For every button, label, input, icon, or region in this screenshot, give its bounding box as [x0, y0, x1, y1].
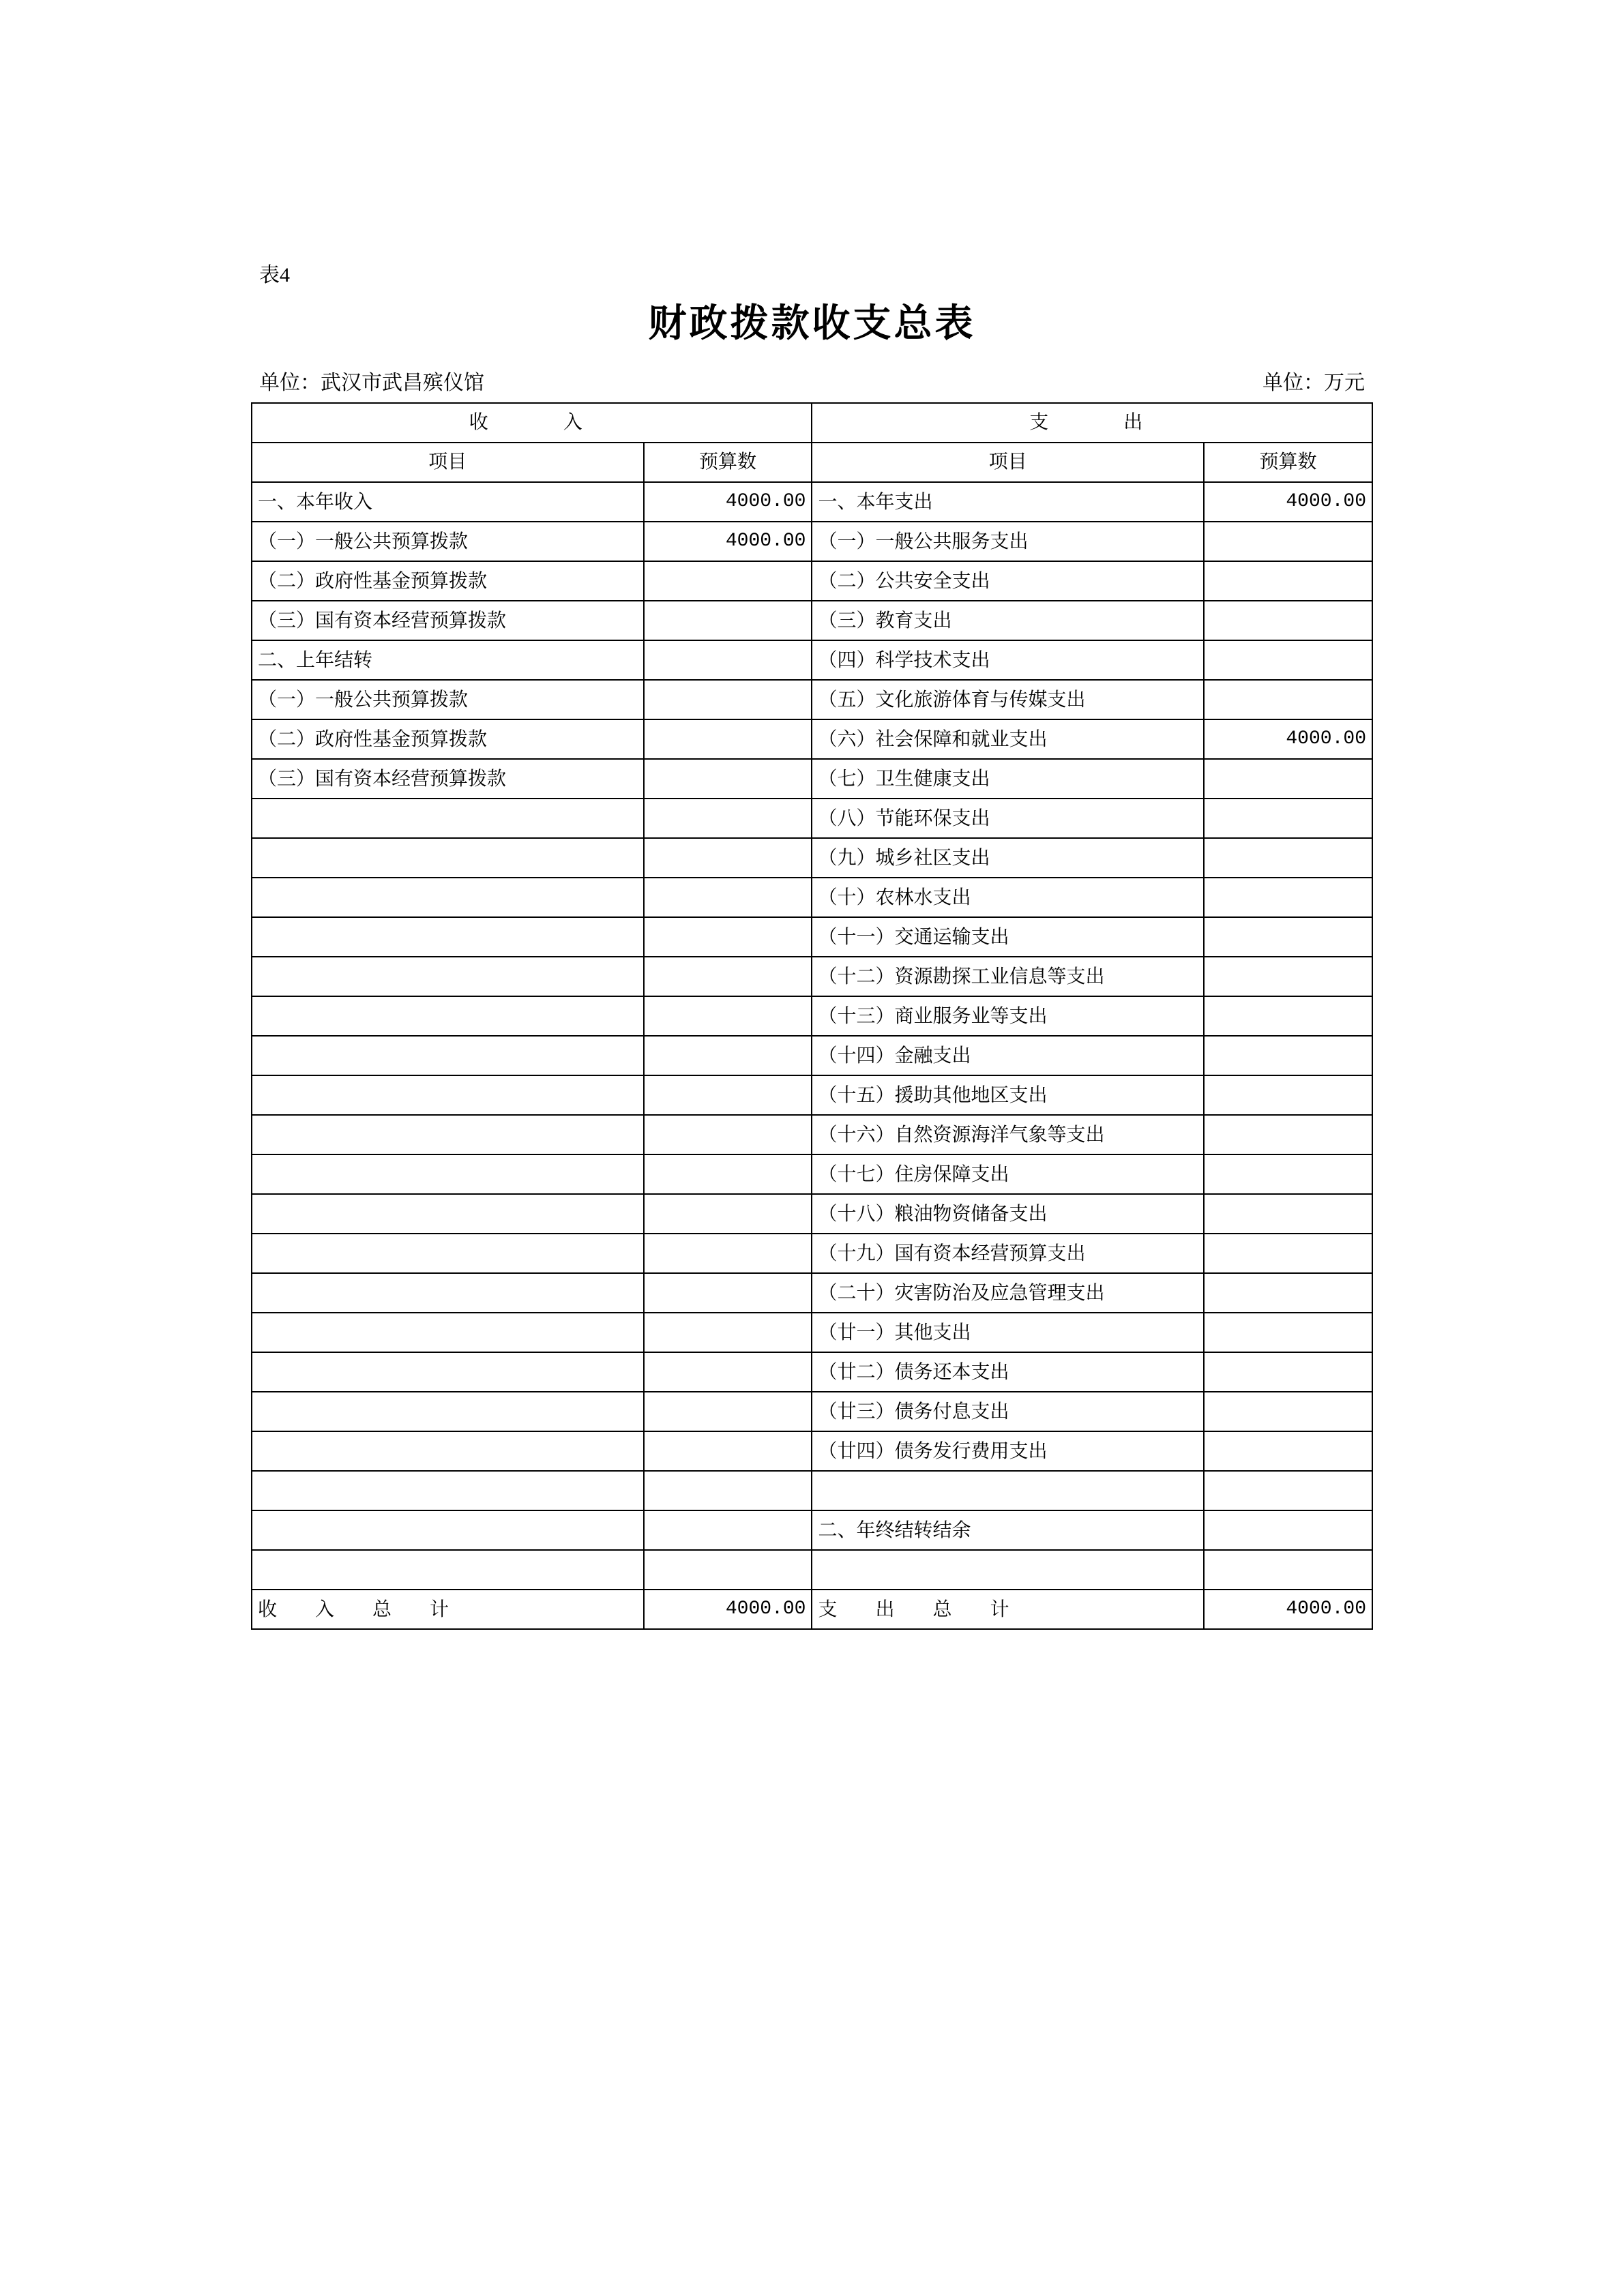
expense-amount-cell: [1204, 1115, 1372, 1154]
income-item-cell: [252, 1075, 644, 1115]
income-item-cell: [252, 1115, 644, 1154]
income-item-cell: （三）国有资本经营预算拨款: [252, 601, 644, 640]
header-income: 收 入: [252, 403, 812, 443]
income-amount-cell: [644, 1234, 812, 1273]
expense-amount-cell: [1204, 561, 1372, 601]
income-amount-cell: [644, 878, 812, 917]
expense-item-cell: [812, 1471, 1204, 1510]
unit-currency: 单位：万元: [1263, 372, 1365, 394]
income-amount-cell: [644, 719, 812, 759]
table-row: [252, 759, 1372, 799]
income-item-cell: （二）政府性基金预算拨款: [252, 719, 644, 759]
table-row: [252, 1471, 1372, 1510]
income-amount-cell: [644, 957, 812, 996]
table-group-header-row: [252, 403, 1372, 443]
expense-amount-cell: [1204, 1471, 1372, 1510]
expense-amount-cell: [1204, 1392, 1372, 1431]
expense-item-cell: （廿一）其他支出: [812, 1313, 1204, 1352]
income-item-cell: 一、本年收入: [252, 482, 644, 522]
expense-item-cell: （十）农林水支出: [812, 878, 1204, 917]
table-row: [252, 601, 1372, 640]
income-item-cell: （一）一般公共预算拨款: [252, 680, 644, 719]
expense-amount-cell: [1204, 957, 1372, 996]
expense-item-cell: （十五）援助其他地区支出: [812, 1075, 1204, 1115]
income-amount-cell: [644, 1194, 812, 1234]
table-row: [252, 957, 1372, 996]
expense-item-cell: （十四）金融支出: [812, 1036, 1204, 1075]
table-row: [252, 1234, 1372, 1273]
income-amount-cell: [644, 1471, 812, 1510]
expense-amount-cell: [1204, 1194, 1372, 1234]
table-row: [252, 996, 1372, 1036]
expense-amount-cell: [1204, 1075, 1372, 1115]
income-item-cell: [252, 1510, 644, 1550]
expense-item-cell: [812, 1550, 1204, 1590]
unit-organization: 单位：武汉市武昌殡仪馆: [259, 372, 484, 394]
expense-amount-cell: [1204, 1313, 1372, 1352]
table-row: [252, 719, 1372, 759]
income-item-cell: （三）国有资本经营预算拨款: [252, 759, 644, 799]
income-amount-cell: [644, 759, 812, 799]
expense-item-cell: （六）社会保障和就业支出: [812, 719, 1204, 759]
table-row: [252, 561, 1372, 601]
header-expense-item: 项目: [812, 443, 1204, 482]
income-amount-cell: [644, 1075, 812, 1115]
income-amount-cell: [644, 1392, 812, 1431]
expense-amount-cell: [1204, 1273, 1372, 1313]
expense-item-cell: （廿三）债务付息支出: [812, 1392, 1204, 1431]
income-item-cell: [252, 1273, 644, 1313]
income-item-cell: [252, 1036, 644, 1075]
expense-amount-cell: [1204, 996, 1372, 1036]
header-income-amount: 预算数: [644, 443, 812, 482]
expense-amount-cell: [1204, 838, 1372, 878]
header-expense-amount: 预算数: [1204, 443, 1372, 482]
expense-amount-cell: [1204, 759, 1372, 799]
expense-amount-cell: [1204, 917, 1372, 957]
income-item-cell: [252, 1352, 644, 1392]
expense-amount-cell: [1204, 522, 1372, 561]
expense-item-cell: （二）公共安全支出: [812, 561, 1204, 601]
expense-item-cell: （一）一般公共服务支出: [812, 522, 1204, 561]
income-item-cell: [252, 1234, 644, 1273]
table-total-row: [252, 1590, 1372, 1629]
income-item-cell: [252, 1431, 644, 1471]
income-item-cell: [252, 838, 644, 878]
table-row: [252, 878, 1372, 917]
table-label: 表4: [259, 264, 290, 286]
income-amount-cell: [644, 561, 812, 601]
expense-item-cell: （七）卫生健康支出: [812, 759, 1204, 799]
expense-item-cell: （十三）商业服务业等支出: [812, 996, 1204, 1036]
income-amount-cell: [644, 1273, 812, 1313]
expense-amount-cell: [1204, 601, 1372, 640]
expense-amount-cell: [1204, 1352, 1372, 1392]
table-row: [252, 1075, 1372, 1115]
expense-amount-cell: [1204, 1234, 1372, 1273]
income-item-cell: 二、上年结转: [252, 640, 644, 680]
income-item-cell: [252, 1194, 644, 1234]
expense-item-cell: （廿二）债务还本支出: [812, 1352, 1204, 1392]
table-row: [252, 1036, 1372, 1075]
income-item-cell: [252, 917, 644, 957]
table-row: [252, 680, 1372, 719]
expense-amount-cell: [1204, 640, 1372, 680]
expense-item-cell: 二、年终结转结余: [812, 1510, 1204, 1550]
expense-amount-cell: [1204, 1550, 1372, 1590]
table-row: [252, 522, 1372, 561]
income-item-cell: [252, 1313, 644, 1352]
expense-item-cell: （十一）交通运输支出: [812, 917, 1204, 957]
table-row: [252, 1510, 1372, 1550]
income-amount-cell: [644, 1510, 812, 1550]
income-amount-cell: [644, 917, 812, 957]
income-amount-cell: [644, 1313, 812, 1352]
income-item-cell: [252, 996, 644, 1036]
expense-amount-cell: [1204, 878, 1372, 917]
table-row: [252, 799, 1372, 838]
expense-item-cell: （三）教育支出: [812, 601, 1204, 640]
expense-amount-cell: 4000.00: [1204, 482, 1372, 522]
expense-item-cell: （十二）资源勘探工业信息等支出: [812, 957, 1204, 996]
income-item-cell: [252, 799, 644, 838]
income-item-cell: [252, 1471, 644, 1510]
expense-item-cell: （十六）自然资源海洋气象等支出: [812, 1115, 1204, 1154]
table-row: [252, 1352, 1372, 1392]
expense-amount-cell: [1204, 680, 1372, 719]
header-income-item: 项目: [252, 443, 644, 482]
income-item-cell: [252, 957, 644, 996]
budget-table: [251, 402, 1373, 1630]
table-row: [252, 1550, 1372, 1590]
table-row: [252, 1392, 1372, 1431]
expense-item-cell: （十七）住房保障支出: [812, 1154, 1204, 1194]
expense-item-cell: （十八）粮油物资储备支出: [812, 1194, 1204, 1234]
table-row: [252, 1431, 1372, 1471]
expense-item-cell: （八）节能环保支出: [812, 799, 1204, 838]
income-amount-cell: [644, 838, 812, 878]
expense-amount-cell: [1204, 1431, 1372, 1471]
income-amount-cell: [644, 640, 812, 680]
income-item-cell: （一）一般公共预算拨款: [252, 522, 644, 561]
table-row: [252, 1313, 1372, 1352]
income-amount-cell: 4000.00: [644, 482, 812, 522]
expense-item-cell: （十九）国有资本经营预算支出: [812, 1234, 1204, 1273]
header-expense: 支 出: [812, 403, 1372, 443]
expense-amount-cell: 4000.00: [1204, 719, 1372, 759]
expense-amount-cell: [1204, 1036, 1372, 1075]
income-amount-cell: [644, 1431, 812, 1471]
table-row: [252, 1273, 1372, 1313]
table-row: [252, 1194, 1372, 1234]
income-amount-cell: 4000.00: [644, 522, 812, 561]
expense-item-cell: （五）文化旅游体育与传媒支出: [812, 680, 1204, 719]
income-item-cell: （二）政府性基金预算拨款: [252, 561, 644, 601]
income-item-cell: [252, 1550, 644, 1590]
income-item-cell: [252, 878, 644, 917]
expense-amount-cell: [1204, 1510, 1372, 1550]
table-sub-header-row: [252, 443, 1372, 482]
income-total-label: 收 入 总 计: [252, 1590, 644, 1629]
income-amount-cell: [644, 1154, 812, 1194]
income-amount-cell: [644, 1036, 812, 1075]
expense-total-label: 支 出 总 计: [812, 1590, 1204, 1629]
table-row: [252, 640, 1372, 680]
expense-amount-cell: [1204, 1154, 1372, 1194]
table-row: [252, 1154, 1372, 1194]
expense-total-amount: 4000.00: [1204, 1590, 1372, 1629]
expense-item-cell: （廿四）债务发行费用支出: [812, 1431, 1204, 1471]
expense-amount-cell: [1204, 799, 1372, 838]
income-item-cell: [252, 1392, 644, 1431]
income-item-cell: [252, 1154, 644, 1194]
income-amount-cell: [644, 601, 812, 640]
income-total-amount: 4000.00: [644, 1590, 812, 1629]
income-amount-cell: [644, 680, 812, 719]
income-amount-cell: [644, 1550, 812, 1590]
table-row: [252, 917, 1372, 957]
expense-item-cell: 一、本年支出: [812, 482, 1204, 522]
table-row: [252, 838, 1372, 878]
expense-item-cell: （九）城乡社区支出: [812, 838, 1204, 878]
income-amount-cell: [644, 1115, 812, 1154]
expense-item-cell: （二十）灾害防治及应急管理支出: [812, 1273, 1204, 1313]
table-row: [252, 1115, 1372, 1154]
table-row: [252, 482, 1372, 522]
income-amount-cell: [644, 996, 812, 1036]
page-title: 财政拨款收支总表: [648, 301, 976, 346]
expense-item-cell: （四）科学技术支出: [812, 640, 1204, 680]
income-amount-cell: [644, 1352, 812, 1392]
income-amount-cell: [644, 799, 812, 838]
